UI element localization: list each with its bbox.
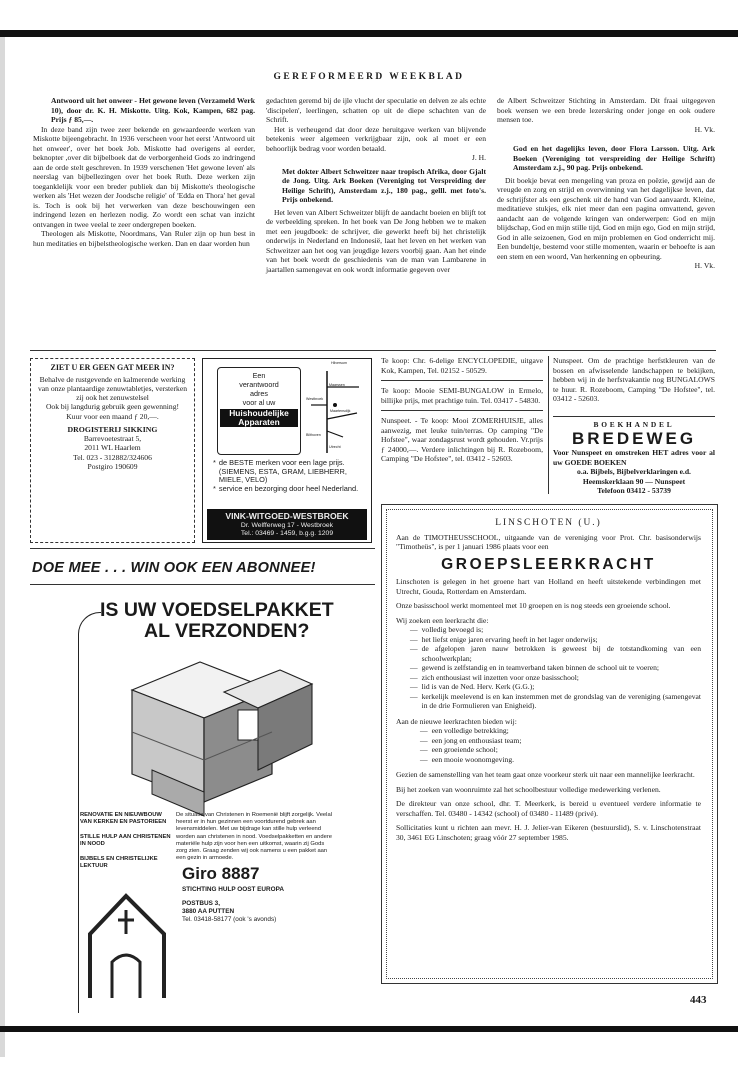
ad-body: o.a. Bijbels, Bijbelverklaringen e.d. xyxy=(577,467,691,476)
subscription-banner: DOE MEE . . . WIN OOK EEN ABONNEE! xyxy=(32,560,316,576)
column-divider xyxy=(548,356,549,494)
list-item: een jong en enthousiast team; xyxy=(431,735,522,745)
ad-address: Dr. Welfferweg 17 - Westbroek xyxy=(240,522,334,529)
ad-paragraph: Gezien de samenstelling van het team gaat onze voorkeur sterk uit naar een mannelijke leerkracht. xyxy=(396,770,695,779)
ad-side-label: BIJBELS EN CHRISTELIJKE LEKTUUR xyxy=(80,856,158,869)
ad-side-labels xyxy=(80,812,172,870)
ad-phone: Telefoon 03412 - 53739 xyxy=(597,486,671,495)
ad-postgiro: Postgiro 190609 xyxy=(87,461,138,471)
ad-address: Heemskerklaan 90 — Nunspeet xyxy=(582,476,686,486)
map-label: Maarssen xyxy=(329,383,345,387)
ad-address-line: POSTBUS 3, xyxy=(182,900,220,907)
ad-phone: Tel. 023 - 312882/324606 xyxy=(73,452,152,462)
ad-store-name: BREDEWEG xyxy=(571,429,697,448)
section-divider xyxy=(553,416,715,417)
list-item: kerkelijk meelevend is en kan instemmen met de grondslag van de vereniging (samengevat in de drie Formulieren van Enigheid). xyxy=(421,691,701,710)
review-body: In deze band zijn twee zeer bekende en gewaardeerde werken van Miskotte bijeengebracht. In 1936 verscheen voor het eerst 'Antwoord uit het onweer', over het boek Job. Miskotte had overigens al eerder, beknopter ,over dit bijbelboek dat de verborgenheid Gods zo indringend aan de orde stelt geschreven. In 1939 verschenen 'Het gewone leven' als neerslag van bijbellezingen over het boek Ruth. Deze werken zijn toeganklelijk voor een breder publiek dan bij Miskotte's theologische werken als 'Het wezen der Joodsche religie' of 'Edda en Thora' het geval is. Toch is ook bij het verwerken van deze beschouwingen een indringend lezen en herlezen nodig. Zo wordt een schat van inzicht ontvangen in twee veelal te zeer ondergrepen boeken. xyxy=(33,124,255,229)
list-item: het liefst enige jaren ervaring heeft in het lager onderwijs; xyxy=(421,634,598,644)
ad-company: DROGISTERIJ SIKKING xyxy=(67,424,158,434)
ad-side-label: STILLE HULP AAN CHRISTENEN IN NOOD xyxy=(80,834,171,847)
review-title-schweitzer: Met dokter Albert Schweitzer naar tropisch Afrika, door Gjalt de Jong. Uitg. Ark Boeken (Vereniging tot Verspreiding der Heilige Schrift), Amsterdam z.j., 180 pag., gelll. met foto's. Prijs onbekend. xyxy=(282,166,486,204)
ad-label: BOEKHANDEL xyxy=(593,420,675,429)
review-title-miskotte: Antwoord uit het onweer - Het gewone leven (Verzameld Werk 10), door dr. K. H. Miskotte. Uitg. Kok, Kampen, 682 pag. Prijs ƒ 85,—. xyxy=(51,96,255,124)
ad-giro-number: Giro 8887 xyxy=(182,864,260,883)
review-column-2 xyxy=(266,96,486,274)
section-divider xyxy=(30,584,375,585)
list-item: een volledige betrekking; xyxy=(431,726,509,735)
ad-headline-line: AL VERZONDEN? xyxy=(144,620,310,642)
review-body: Het is verheugend dat door deze heruitgave werken van blijvende betekenis weer algemeen verkrijgbaar zijn, ook al moet er een behoorlijk bedrag voor worden betaald. xyxy=(266,124,486,153)
review-body: Het leven van Albert Schweitzer blijft de aandacht boeien en blijft tot de verbeelding spreken. In het boek van De Jong hebben we te maken met een jeugdboek: de schrijver, die gewerkt heeft bij het christelijk onderwijs in Nederland en Indonesië, laat het leven en het werken van Schweitzer aan het oog van jeugdige lezers voorbij gaan. Aan het einde van het boek wordt de geschiedenis van de man van Lambarene in jaartallen samengevat en ook wordt informatie gegeven over xyxy=(266,207,486,274)
map-label: Hilversum xyxy=(331,361,347,365)
ad-address: 2011 WL Haarlem xyxy=(84,443,141,453)
ad-place: LINSCHOTEN (U.) xyxy=(495,518,602,528)
page-number: 443 xyxy=(690,994,707,1006)
ad-org-name: STICHTING HULP OOST EUROPA xyxy=(182,886,285,893)
ad-intro-text: verantwoord xyxy=(239,380,279,389)
ad-paragraph: De direkteur van onze school, dhr. T. Meerkerk, is bereid u eventueel verdere informatie te verschaffen. Tel. 03480 - 14342 (school) of 03480 - 11489 (privé). xyxy=(396,799,701,818)
review-body: Theologen als Miskotte, Noordmans, Van Ruler zijn op hun best in hun meditaties en bijbelstheologische werken. Dan en daar worden hun xyxy=(33,229,255,248)
ad-headline-line: IS UW VOEDSELPAKKET xyxy=(100,599,334,621)
top-rule xyxy=(0,30,738,37)
ad-position-title: GROEPSLEERKRACHT xyxy=(441,555,656,573)
requirements-list: — volledig bevoegd is; — het liefst enige jaren ervaring heeft in het lager onderwijs; — de afgelopen jaren nauw betrokken is geweest bij de totstandkoming van een schoolwerkplan; — gewend is zelfstandig en in teamverband taken binnen de school uit te voeren; — zich enthousiast wil inzetten voor onze basisschool; — lid is van de Ned. Herv. Kerk (G.G.); — kerkelijk meelevend is en kan instemmen met de grondslag van de vereniging (samengevat in de drie Formulieren van Enigheid). xyxy=(410,625,701,710)
classified-item: Nunspeet. Om de prachtige herfstkleuren van de bossen en afwisselende landschappen te bekijken, hebben wij in de herfstvakantie nog BUNGALOWS te huur. R. Rozeboom, Camping "De Hofstee", tel. 03412 - 52603. xyxy=(553,356,715,403)
map-label: Maartensdijk xyxy=(330,409,351,413)
review-body: gedachten geremd bij de ijle vlucht der speculatie en delven ze als echte 'discipelen', leerlingen, schatten op uit de diepe schachten van de Schrift. xyxy=(266,96,486,124)
classified-item: Te koop: Chr. 6-delige ENCYCLOPEDIE, uitgave Kok, Kampen, Tel. 02152 - 50529. xyxy=(381,356,543,375)
ad-headline: ZIET U ER GEEN GAT MEER IN? xyxy=(50,363,175,372)
classified-item: Nunspeet. - Te koop: Mooi ZOMERHUISJE, alles aanwezig, met leuke tuin/terras. Op camping "De Hofstee", waar zondagsrust wordt gehouden. Vr.prijs ƒ 24000,—. Verdere inlichtingen bij R. Rozeboom, Camping "De Hofstee", tel. 03412 - 52603. xyxy=(381,416,543,463)
list-item: een groeiende school; xyxy=(431,745,498,754)
ad-intro: Aan de TIMOTHEUSSCHOOL, uitgaande van de vereniging voor Prot. Chr. basisonderwijs "Timotheüs", is per 1 januari 1986 plaats voor een xyxy=(396,532,701,551)
ad-side-label: RENOVATIE EN NIEUWBOUW VAN KERKEN EN PASTORIEEN xyxy=(80,812,167,825)
ad-company-banner xyxy=(207,509,367,540)
ad-vacancy-timotheusschool xyxy=(381,504,718,984)
ad-paragraph: Sollicitaties kunt u richten aan mevr. H. J. Jelier-van Eikeren (bestuurslid), S. v. Linschotenstraat 30, 3461 EG Linschoten; graag vóór 27 september 1985. xyxy=(396,823,701,842)
ad-bullets xyxy=(213,459,363,493)
ad-paragraph: Linschoten is gelegen in het groene hart van Holland en heeft uitstekende verbindingen met Utrecht, Gouda, Rotterdam en Amsterdam. xyxy=(396,577,701,596)
ad-body: Ook bij langdurig gebruik geen gewenning! xyxy=(45,402,180,412)
ad-content xyxy=(396,519,701,842)
bullet-icon: * xyxy=(213,458,216,467)
ad-body: Voor Nunspeet en omstreken HET adres voor al uw GOEDE BOEKEN xyxy=(553,448,715,467)
ad-boekhandel-bredeweg xyxy=(553,420,715,496)
ad-intro-box xyxy=(217,367,301,455)
list-item: volledig bevoegd is; xyxy=(421,625,484,634)
classifieds xyxy=(381,356,543,464)
offer-list: — een volledige betrekking; — een jong en enthousiast team; — een groeiende school; — een mooie woonomgeving. xyxy=(420,726,522,764)
review-column-3 xyxy=(497,96,715,271)
ad-headline xyxy=(100,600,340,642)
church-icon xyxy=(82,890,172,1002)
bottom-rule xyxy=(0,1026,738,1032)
ad-phone: Tel. 03418-58177 (ook 's avonds) xyxy=(182,916,277,923)
classified-divider xyxy=(381,380,543,381)
page-edge-shadow xyxy=(0,37,5,1057)
ad-body: Kuur voor een maand ƒ 20,—. xyxy=(66,411,159,421)
review-signature: H. Vk. xyxy=(694,261,715,270)
ad-bullet: service en bezorging door heel Nederland. xyxy=(218,483,359,493)
ad-intro-text: voor al uw xyxy=(242,398,276,407)
ad-body: Behalve de rustgevende en kalmerende werking van onze plantaardige zenuwtabletjes, versterken zij ook het zenuwstelsel xyxy=(37,374,188,403)
review-body: de Albert Schweitzer Stichting in Amsterdam. Dit fraai uitgegeven boek wensen we een brede lezerskring onder jonge en ook oudere mensen toe. xyxy=(497,96,715,124)
ad-address xyxy=(182,900,276,924)
ad-drogisterij-sikking xyxy=(30,358,195,543)
list-item: lid is van de Ned. Herv. Kerk (G.G.); xyxy=(421,682,535,691)
section-divider xyxy=(30,350,716,351)
ad-highlight: Huishoudelijke xyxy=(220,409,298,418)
ad-bullet: de BESTE merken voor een lage prijs. (SIEMENS, ESTA, GRAM, LIEBHERR, MIELE, VELO) xyxy=(218,458,347,485)
ad-address-line: 3880 AA PUTTEN xyxy=(182,908,235,915)
list-item: een mooie woonomgeving. xyxy=(431,754,515,764)
classified-item: Te koop: Mooie SEMI-BUNGALOW in Ermelo, billijke prijs, met prachtige tuin. Tel. 03417 - 54830. xyxy=(381,386,543,405)
map-label: Bilthoven xyxy=(306,433,321,437)
map-label: Utrecht xyxy=(329,445,341,449)
ad-body: De situatie van Christenen in Roemenië blijft zorgelijk. Veelal heerst er in hun gezinnen een voortdurend gebrek aan levensmiddelen. Met uw bijdrage kan stille hulp verleend worden aan christenen in nood. Voedselpakketten en andere materiële hulp zijn voor hen een uitkomst, waarin zij Gods zorg zien. Graag zenden wij ook namens u een pakket aan een gezin in armoede. xyxy=(176,812,332,862)
ad-intro-text: adres xyxy=(250,389,268,398)
ad-stichting-hulp-oost-europa xyxy=(66,600,346,1020)
review-signature: J. H. xyxy=(471,153,486,162)
section-divider xyxy=(30,548,375,549)
ad-paragraph: Wij zoeken een leerkracht die: xyxy=(396,615,489,625)
ad-paragraph: Onze basisschool werkt momenteel met 10 groepen en is nog steeds een groeiende school. xyxy=(396,601,671,610)
classified-divider xyxy=(381,410,543,411)
ad-bungalows-nunspeet xyxy=(553,356,715,404)
list-item: gewend is zelfstandig en in teamverband taken binnen de school uit te voeren; xyxy=(421,663,660,672)
ad-highlight: Apparaten xyxy=(220,418,298,427)
bullet-icon: * xyxy=(213,483,216,493)
review-body: Dit boekje bevat een mengeling van proza en poëzie, gewijd aan de vreugde en zorg en strijd en overwinning van het dagelijkse leven, dat de schrijfster als een geschenk uit de hand van God aanvaardt. Kleine, meditatieve stukjes, elk niet meer dan een pagina omvattend, geven aandacht aan de volgende kringen van onderwerpen: God en mijn blijdschap, God en mijn stille tijd, God en mijn ego, God en mijn strijd, God in alle seizoenen, God en mijn problemen en God onderricht mij. Een bundeltje, bestemd voor stille momenten, waarin er behoefte is aan een stem en een woord, Van herkenning en opbeuring. xyxy=(497,175,715,261)
food-package-illustration xyxy=(112,652,322,820)
review-title-larsson: God en het dagelijks leven, door Flora Larsson. Uitg. Ark Boeken (Vereniging tot verspreiding der Heilige Schrift) Amsterdam z.j., 90 pag. Prijs onbekend. xyxy=(513,144,715,172)
list-item: de afgelopen jaren nauw betrokken is geweest bij de totstandkoming van een schoolwerkplan; xyxy=(421,644,701,663)
page-header: GEREFORMEERD WEEKBLAD xyxy=(273,72,465,82)
ad-intro-text: Een xyxy=(252,371,266,380)
list-item: zich enthousiast wil inzetten voor onze basisschool; xyxy=(421,672,579,682)
review-signature: H. Vk. xyxy=(694,124,715,134)
ad-company: VINK-WITGOED-WESTBROEK xyxy=(225,511,349,521)
map-label: Westbroek xyxy=(306,397,324,401)
ad-address: Barrevoetestraat 5, xyxy=(83,433,142,443)
ad-paragraph: Aan de nieuwe leerkrachten bieden wij: xyxy=(396,716,517,726)
ad-paragraph: Bij het zoeken van woonruimte zal het schoolbestuur volledige medewerking verlenen. xyxy=(396,784,661,794)
ad-phone: Tel.: 03469 - 1459, b.g.g. 1209 xyxy=(240,530,334,537)
review-column-1 xyxy=(33,96,255,248)
ad-vink-witgoed xyxy=(202,358,372,543)
